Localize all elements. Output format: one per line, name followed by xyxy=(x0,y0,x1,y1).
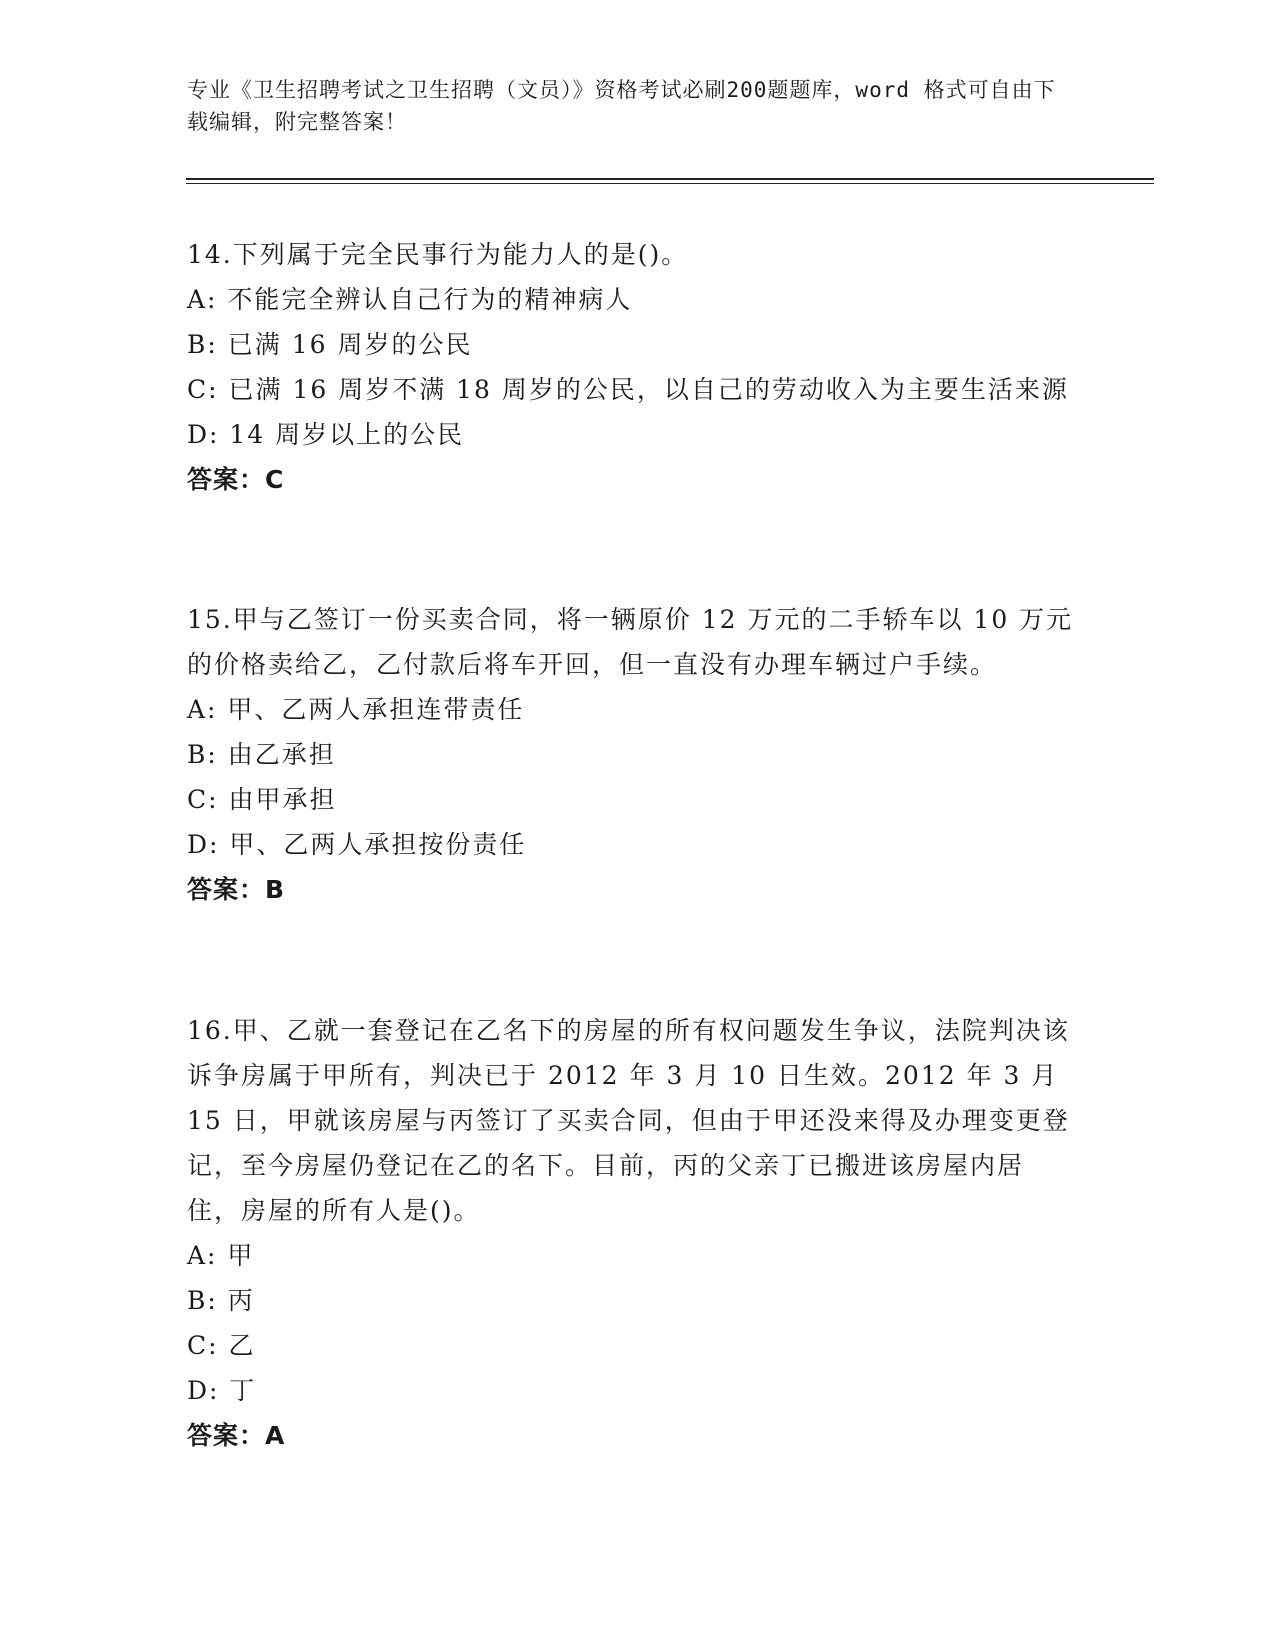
answer-label: 答案：B xyxy=(187,875,286,904)
option-a: A: 甲 xyxy=(187,1241,255,1270)
header-divider xyxy=(186,178,1154,184)
document-header: 专业《卫生招聘考试之卫生招聘（文员）》资格考试必刷200题题库，word 格式可自由下载编辑，附完整答案！ xyxy=(187,78,1056,134)
question-stem: 14.下列属于完全民事行为能力人的是()。 xyxy=(187,240,689,269)
option-c: C: 乙 xyxy=(187,1331,256,1360)
option-a: A: 不能完全辨认自己行为的精神病人 xyxy=(187,285,633,314)
question-stem: 15.甲与乙签订一份买卖合同，将一辆原价 12 万元的二手轿车以 10 万元的价格卖给乙，乙付款后将车开回，但一直没有办理车辆过户手续。 xyxy=(187,605,1074,679)
question-16 xyxy=(187,1008,1077,1458)
option-c: C: 已满 16 周岁不满 18 周岁的公民，以自己的劳动收入为主要生活来源 xyxy=(187,375,1069,404)
question-stem: 16.甲、乙就一套登记在乙名下的房屋的所有权问题发生争议，法院判决该诉争房属于甲所有，判决已于 2012 年 3 月 10 日生效。2012 年 3 月 15 日，甲就该房屋与丙签订了买卖合同，但由于甲还没来得及办理变更登记，至今房屋仍登记在乙的名下。目前，丙的父亲丁已搬进该房屋内居住，房屋的所有人是()。 xyxy=(187,1016,1070,1225)
option-b: B: 丙 xyxy=(187,1286,255,1315)
question-15 xyxy=(187,597,1077,912)
option-d: D: 甲、乙两人承担按份责任 xyxy=(187,830,527,859)
option-b: B: 已满 16 周岁的公民 xyxy=(187,330,473,359)
answer-label: 答案：C xyxy=(187,465,285,494)
option-d: D: 丁 xyxy=(187,1376,257,1405)
answer-label: 答案：A xyxy=(187,1421,286,1450)
question-14 xyxy=(187,232,1077,502)
option-c: C: 由甲承担 xyxy=(187,785,337,814)
option-d: D: 14 周岁以上的公民 xyxy=(187,420,465,449)
option-b: B: 由乙承担 xyxy=(187,740,336,769)
option-a: A: 甲、乙两人承担连带责任 xyxy=(187,695,525,724)
